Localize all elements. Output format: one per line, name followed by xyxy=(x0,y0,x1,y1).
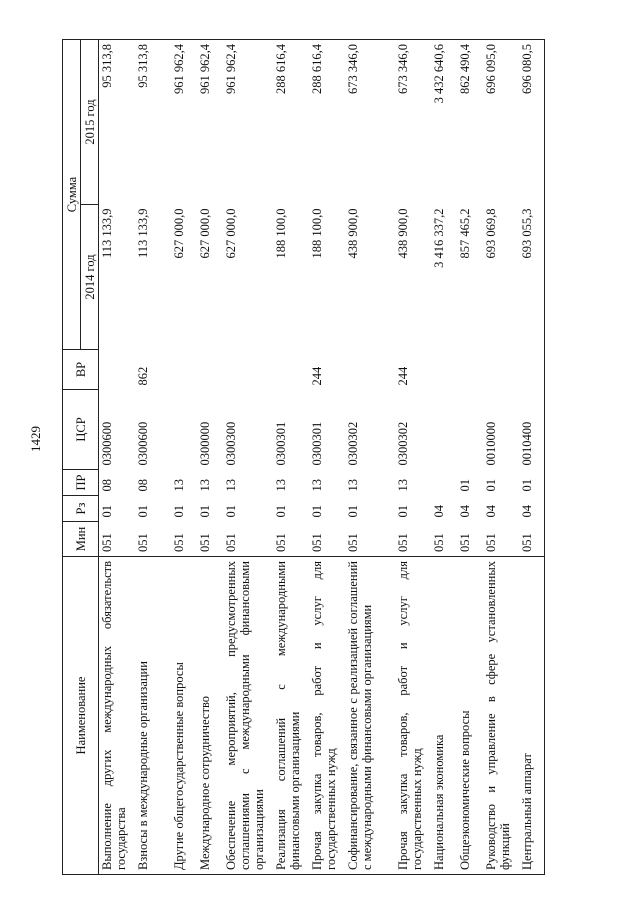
cell-y2015: 961 962,4 xyxy=(223,40,273,205)
cell-y2015: 288 616,4 xyxy=(273,40,309,205)
cell-y2014: 188 100,0 xyxy=(273,208,288,259)
cell-y2015: 95 313,8 xyxy=(135,40,171,205)
cell-y2014: 438 900,0 xyxy=(345,208,360,259)
cell-rz: 01 xyxy=(135,505,150,518)
cell-name: Прочая закупка товаров, работ и услуг для государственных нужд xyxy=(309,557,345,875)
cell-rz: 01 xyxy=(100,505,114,518)
cell-y2015: 696 095,0 xyxy=(483,40,519,205)
cell-rz: 01 xyxy=(345,505,360,518)
cell-csr: 0300300 xyxy=(223,421,238,466)
cell-min: 051 xyxy=(171,533,186,552)
table-body xyxy=(99,40,545,875)
header-year-2014: 2014 год xyxy=(81,205,99,350)
cell-y2014: 113 133,9 xyxy=(100,208,114,259)
cell-y2014: 627 000,0 xyxy=(171,208,186,259)
header-min: Мин xyxy=(63,522,99,557)
cell-y2015: 961 962,4 xyxy=(197,40,223,205)
cell-rz: 01 xyxy=(309,505,324,518)
cell-vr: 244 xyxy=(309,366,324,386)
cell-csr: 0300600 xyxy=(100,421,114,466)
cell-min: 051 xyxy=(431,533,446,552)
cell-vr xyxy=(483,350,519,390)
cell-min: 051 xyxy=(100,533,114,552)
cell-csr xyxy=(171,390,197,470)
cell-csr: 0010400 xyxy=(519,390,545,470)
cell-name: Общеэкономические вопросы xyxy=(457,557,483,875)
table-row xyxy=(273,40,309,875)
cell-vr xyxy=(273,350,309,390)
cell-rz: 04 xyxy=(431,505,446,518)
cell-pr: 01 xyxy=(519,470,545,496)
cell-name: Международное сотрудничество xyxy=(197,557,223,875)
cell-min: 051 xyxy=(345,533,360,552)
cell-pr: 13 xyxy=(395,479,410,492)
cell-pr: 08 xyxy=(100,479,114,492)
cell-csr: 0300000 xyxy=(197,421,212,466)
cell-csr: 0010000 xyxy=(483,421,498,466)
table-row xyxy=(135,40,171,875)
cell-rz: 01 xyxy=(171,505,186,518)
cell-name: Другие общегосударственные вопросы xyxy=(171,557,197,875)
cell-y2014: 627 000,0 xyxy=(197,208,212,259)
cell-vr xyxy=(171,350,197,390)
cell-y2015: 673 346,0 xyxy=(395,40,431,205)
cell-y2015: 961 962,4 xyxy=(171,40,197,205)
cell-y2015: 696 080,5 xyxy=(519,40,545,205)
header-vr: ВР xyxy=(63,350,99,390)
cell-y2015: 3 432 640,6 xyxy=(431,40,457,205)
cell-pr: 13 xyxy=(223,479,238,492)
cell-rz: 01 xyxy=(395,505,410,518)
cell-vr: 244 xyxy=(395,366,410,386)
cell-rz: 04 xyxy=(519,496,545,522)
header-name: Наименование xyxy=(63,557,99,875)
cell-name: Обеспечение мероприятий, предусмотренных соглашениями с международными финансовыми организациями xyxy=(223,557,273,875)
cell-vr: 862 xyxy=(135,366,150,386)
table-row xyxy=(309,40,345,875)
cell-min: 051 xyxy=(483,533,498,552)
header-year-2015: 2015 год xyxy=(81,40,99,205)
cell-name: Прочая закупка товаров, работ и услуг для государственных нужд xyxy=(395,557,431,875)
cell-vr xyxy=(431,350,457,390)
cell-pr: 01 xyxy=(483,479,498,492)
cell-y2014: 3 416 337,2 xyxy=(431,208,446,268)
cell-pr: 13 xyxy=(171,479,186,492)
cell-pr: 13 xyxy=(273,479,288,492)
cell-rz: 04 xyxy=(457,505,472,518)
cell-csr: 0300301 xyxy=(273,421,288,466)
cell-name: Центральный аппарат xyxy=(519,557,545,875)
cell-y2014: 113 133,9 xyxy=(135,208,150,259)
cell-y2014: 693 055,3 xyxy=(519,205,545,350)
budget-table xyxy=(62,39,545,875)
table-row xyxy=(171,40,197,875)
table-row xyxy=(197,40,223,875)
cell-min: 051 xyxy=(519,522,545,557)
cell-vr xyxy=(345,350,395,390)
cell-name: Руководство и управление в сфере установленных функций xyxy=(483,557,519,875)
cell-csr: 0300302 xyxy=(345,421,360,466)
cell-rz: 04 xyxy=(483,505,498,518)
cell-y2015: 862 490,4 xyxy=(457,40,483,205)
cell-y2014: 627 000,0 xyxy=(223,208,238,259)
cell-vr xyxy=(197,350,223,390)
cell-y2014: 857 465,2 xyxy=(457,208,472,259)
header-sum: Сумма xyxy=(63,40,81,350)
table-row xyxy=(395,40,431,875)
cell-pr: 13 xyxy=(197,479,212,492)
table-row xyxy=(519,40,545,875)
cell-rz: 01 xyxy=(223,505,238,518)
cell-csr: 0300302 xyxy=(395,421,410,466)
page-number: 1429 xyxy=(28,426,43,452)
table-row xyxy=(99,40,135,875)
table-row xyxy=(483,40,519,875)
cell-y2014: 188 100,0 xyxy=(309,208,324,259)
cell-min: 051 xyxy=(197,533,212,552)
cell-name: Реализация соглашений с международными финансовыми организациями xyxy=(273,557,309,875)
cell-pr: 01 xyxy=(457,479,472,492)
cell-csr: 0300600 xyxy=(135,421,150,466)
cell-y2014: 693 069,8 xyxy=(483,208,498,259)
cell-min: 051 xyxy=(309,533,324,552)
header-rz: Рз xyxy=(63,496,99,522)
cell-name: Выполнение других международных обязательств государства xyxy=(99,557,135,875)
cell-vr xyxy=(519,350,545,390)
cell-min: 051 xyxy=(223,533,238,552)
cell-y2015: 288 616,4 xyxy=(309,40,345,205)
cell-vr xyxy=(457,350,483,390)
cell-min: 051 xyxy=(273,533,288,552)
cell-name: Национальная экономика xyxy=(431,557,457,875)
cell-name: Взносы в международные организации xyxy=(135,557,171,875)
cell-min: 051 xyxy=(395,533,410,552)
cell-name: Софинансирование, связанное с реализацией соглашений с международными финансовыми организациями xyxy=(345,557,395,875)
cell-pr: 08 xyxy=(135,479,150,492)
cell-vr xyxy=(223,350,273,390)
cell-pr: 13 xyxy=(345,479,360,492)
table-row xyxy=(345,40,395,875)
cell-rz: 01 xyxy=(197,505,212,518)
cell-min: 051 xyxy=(457,533,472,552)
cell-rz: 01 xyxy=(273,505,288,518)
cell-pr xyxy=(431,470,457,496)
cell-min: 051 xyxy=(135,533,150,552)
table-row xyxy=(431,40,457,875)
cell-y2015: 95 313,8 xyxy=(99,40,135,205)
cell-csr: 0300301 xyxy=(309,421,324,466)
rotated-table-area xyxy=(62,40,582,875)
cell-y2014: 438 900,0 xyxy=(395,208,410,259)
cell-y2015: 673 346,0 xyxy=(345,40,395,205)
cell-csr xyxy=(457,390,483,470)
table-row xyxy=(457,40,483,875)
cell-pr: 13 xyxy=(309,479,324,492)
header-csr: ЦСР xyxy=(63,390,99,470)
header-pr: ПР xyxy=(63,470,99,496)
table-row xyxy=(223,40,273,875)
cell-csr xyxy=(431,390,457,470)
cell-vr xyxy=(99,350,135,390)
